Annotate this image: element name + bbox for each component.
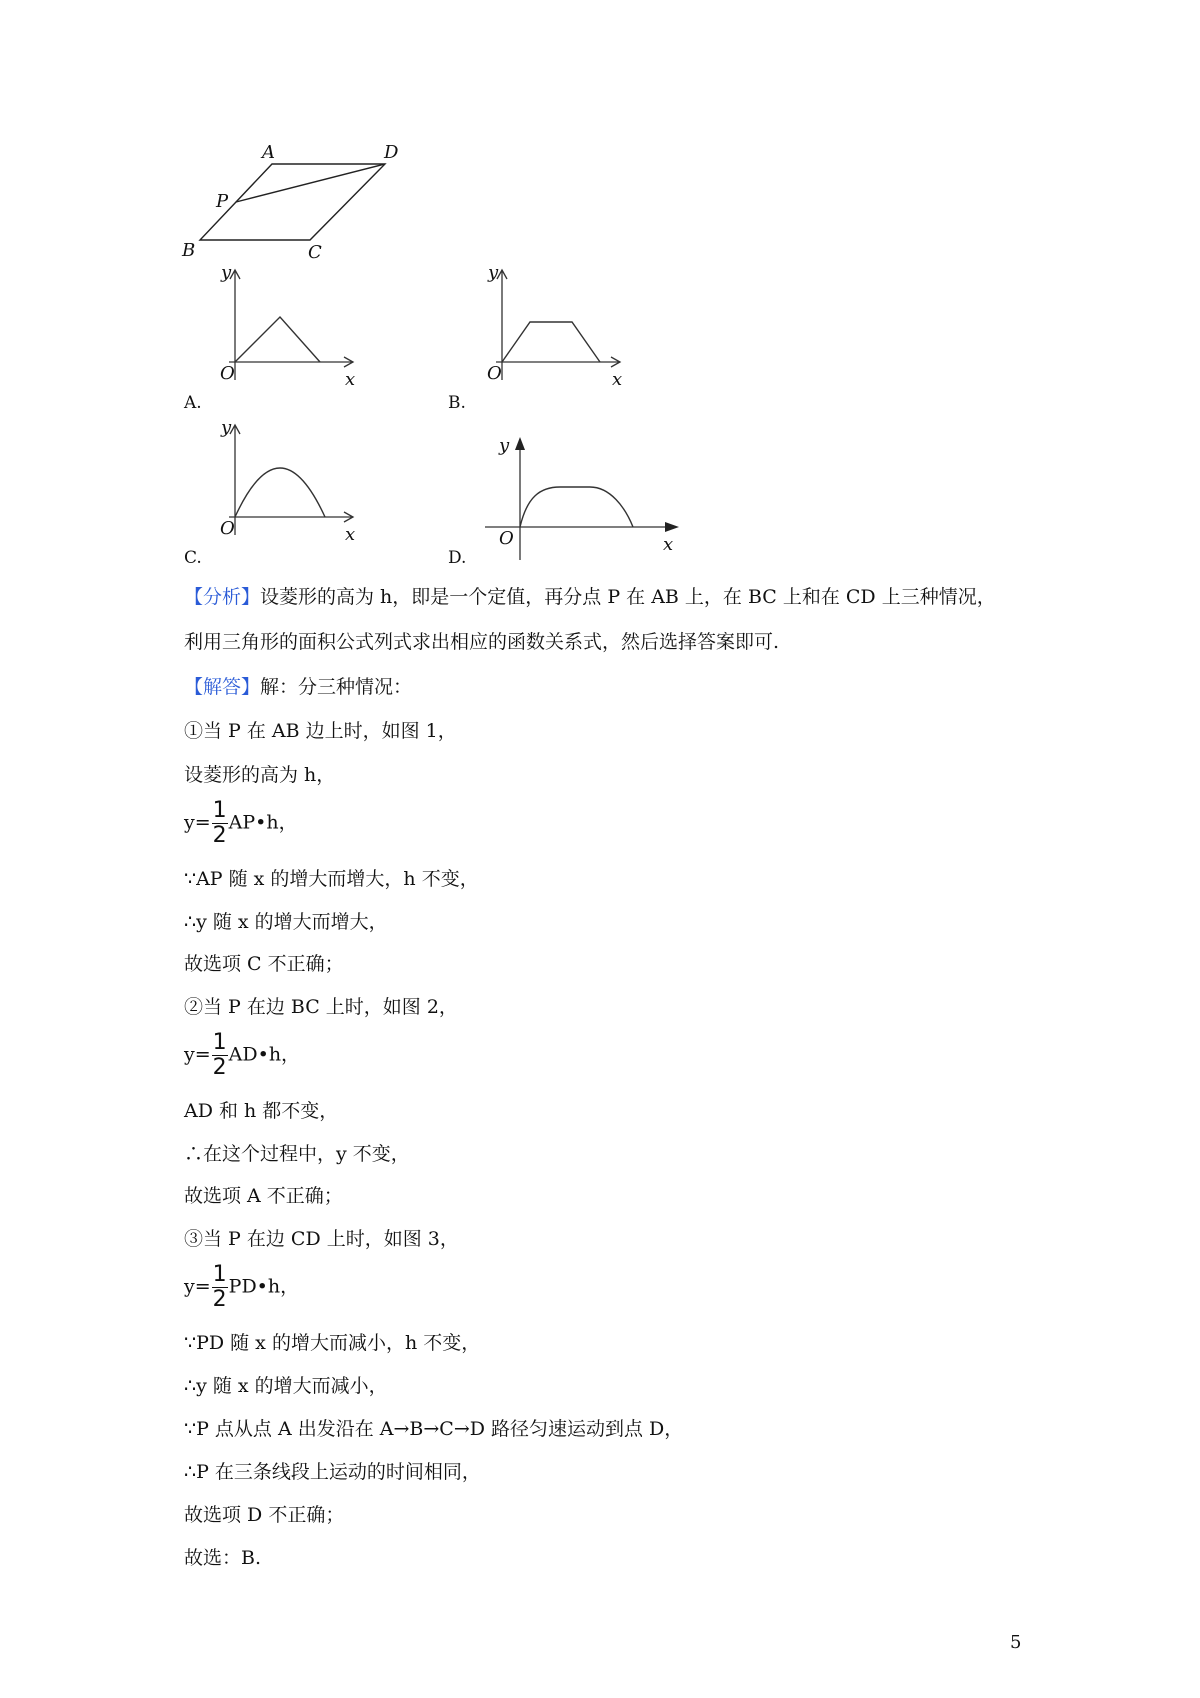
solution-intro: 解：分三种情况： xyxy=(260,676,413,698)
x-arrow xyxy=(665,522,679,532)
label-a: A xyxy=(262,142,275,163)
fraction-one-half xyxy=(212,800,228,847)
y-label: y xyxy=(488,262,499,283)
analysis-line-1 xyxy=(184,588,996,607)
label-c: C xyxy=(308,242,322,263)
graph-option-c xyxy=(205,417,365,555)
fraction-numerator: 1 xyxy=(212,1262,227,1287)
y-label: y xyxy=(221,262,232,283)
case1-conclusion: 故选项 C 不正确； xyxy=(184,953,344,975)
origin-label: O xyxy=(499,528,514,549)
formula-prefix: y= xyxy=(184,1043,211,1066)
case1-formula xyxy=(184,800,298,847)
origin-label: O xyxy=(220,518,235,539)
final-answer: 故选：B. xyxy=(184,1547,262,1569)
case1-reason: ∵AP 随 x 的增大而增大，h 不变， xyxy=(184,868,479,890)
rhombus-figure xyxy=(170,140,410,263)
option-a-letter: A. xyxy=(184,393,202,413)
fraction-denominator: 2 xyxy=(212,823,227,848)
graph-d-svg xyxy=(485,430,685,565)
option-c-letter: C. xyxy=(184,548,202,568)
y-label: y xyxy=(499,435,510,456)
label-b: B xyxy=(182,240,196,261)
case1-height: 设菱形的高为 h， xyxy=(184,764,336,786)
curve-a xyxy=(235,317,320,362)
x-label: x xyxy=(612,369,623,390)
graph-option-b xyxy=(472,262,632,400)
case3-formula xyxy=(184,1264,299,1311)
label-p: P xyxy=(216,191,229,212)
origin-label: O xyxy=(487,363,502,384)
case3-path: ∵P 点从点 A 出发沿在 A→B→C→D 路径匀速运动到点 D， xyxy=(184,1418,684,1440)
fraction-numerator: 1 xyxy=(212,1030,227,1055)
case2-reason: AD 和 h 都不变， xyxy=(184,1100,339,1122)
case3-result: ∴y 随 x 的增大而减小， xyxy=(184,1375,388,1397)
origin-label: O xyxy=(220,363,235,384)
case1-head: ①当 P 在 AB 边上时，如图 1， xyxy=(184,720,457,742)
curve-d xyxy=(520,487,633,527)
case3-head: ③当 P 在边 CD 上时，如图 3， xyxy=(184,1228,459,1250)
case2-formula xyxy=(184,1032,300,1079)
graph-option-d xyxy=(485,430,685,565)
curve-c xyxy=(235,468,325,517)
analysis-tag: 【分析】 xyxy=(184,586,261,608)
case3-time: ∴P 在三条线段上运动的时间相同， xyxy=(184,1461,481,1483)
solution-tag: 【解答】 xyxy=(184,676,261,698)
option-b-letter: B. xyxy=(448,393,466,413)
y-label: y xyxy=(221,417,232,438)
solution-line xyxy=(184,678,412,697)
segment-pd xyxy=(236,164,385,202)
fraction-numerator: 1 xyxy=(212,798,227,823)
x-label: x xyxy=(345,524,356,545)
graph-c-svg xyxy=(205,417,365,555)
formula-suffix: AP•h， xyxy=(228,811,298,834)
analysis-text-1: 设菱形的高为 h，即是一个定值，再分点 P 在 AB 上，在 BC 上和在 CD 上三种情况， xyxy=(260,586,996,608)
graph-b-svg xyxy=(472,262,632,400)
fraction-one-half xyxy=(212,1032,228,1079)
case3-reason: ∵PD 随 x 的增大而减小，h 不变， xyxy=(184,1332,481,1354)
fraction-denominator: 2 xyxy=(212,1287,227,1312)
option-d-letter: D. xyxy=(448,548,467,568)
analysis-line-2: 利用三角形的面积公式列式求出相应的函数关系式，然后选择答案即可. xyxy=(184,631,780,653)
case2-head: ②当 P 在边 BC 上时，如图 2， xyxy=(184,996,458,1018)
formula-suffix: AD•h， xyxy=(228,1043,301,1066)
label-d: D xyxy=(384,142,399,163)
x-label: x xyxy=(345,369,356,390)
graph-a-svg xyxy=(205,262,365,400)
formula-prefix: y= xyxy=(184,811,211,834)
y-arrow xyxy=(515,437,525,450)
x-label: x xyxy=(663,534,674,555)
formula-prefix: y= xyxy=(184,1275,211,1298)
case3-conclusion: 故选项 D 不正确； xyxy=(184,1504,345,1526)
rhombus-diagram xyxy=(170,140,410,263)
page-number: 5 xyxy=(1010,1632,1022,1653)
graph-option-a xyxy=(205,262,365,400)
case2-conclusion: 故选项 A 不正确； xyxy=(184,1185,343,1207)
fraction-one-half xyxy=(212,1264,228,1311)
case2-result: ∴在这个过程中，y 不变， xyxy=(184,1143,410,1165)
curve-b xyxy=(502,322,600,362)
case1-result: ∴y 随 x 的增大而增大， xyxy=(184,911,388,933)
fraction-denominator: 2 xyxy=(212,1055,227,1080)
formula-suffix: PD•h， xyxy=(228,1275,300,1298)
